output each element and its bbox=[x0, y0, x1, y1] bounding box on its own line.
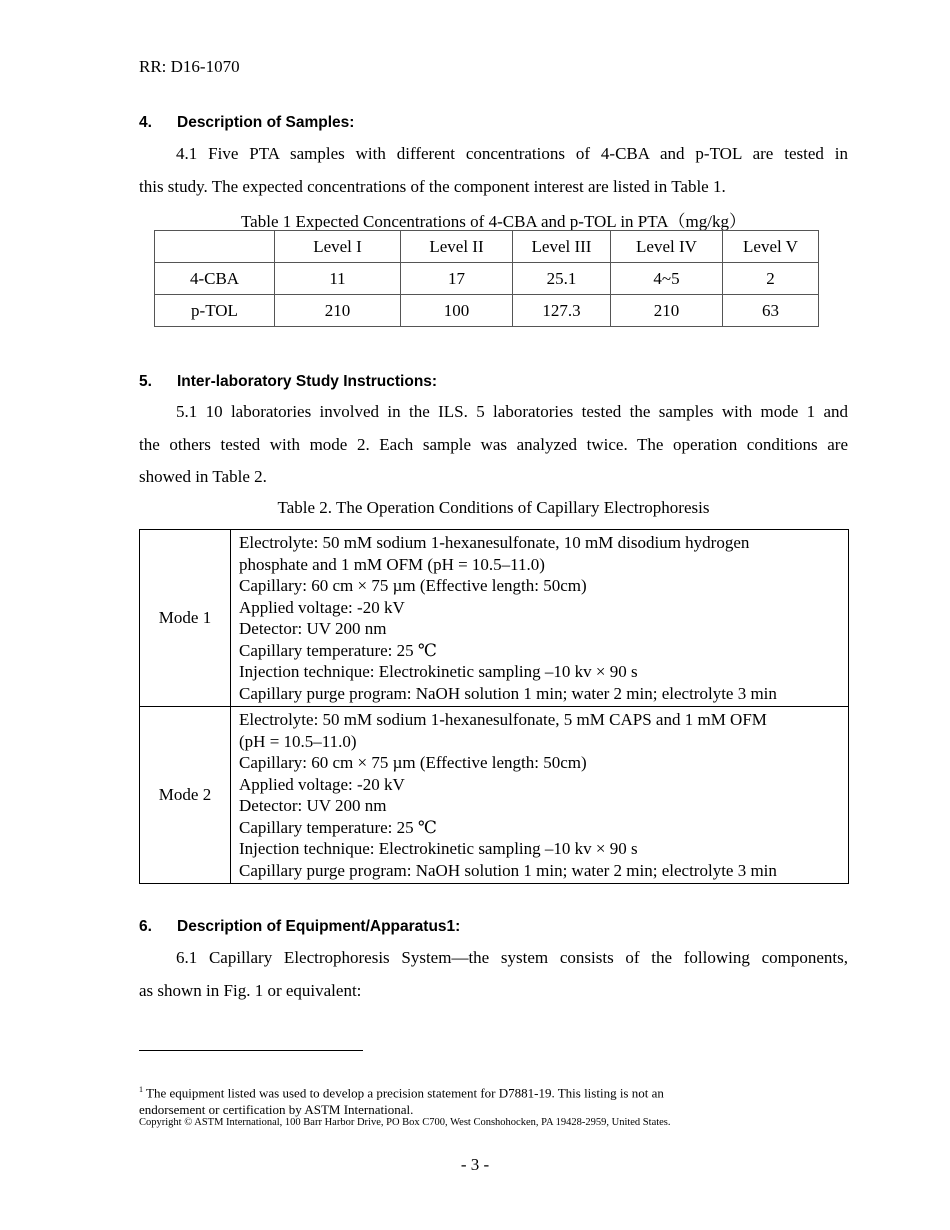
table-row bbox=[155, 295, 819, 327]
condition-line: Detector: UV 200 nm bbox=[239, 619, 387, 638]
table-header-cell: Level I bbox=[275, 231, 401, 263]
table-cell: p-TOL bbox=[155, 295, 275, 327]
footnote-marker: 1 bbox=[139, 1085, 143, 1094]
condition-line: Capillary purge program: NaOH solution 1 min; water 2 min; electrolyte 3 min bbox=[239, 860, 777, 880]
section-6-number: 6. bbox=[139, 918, 152, 935]
section-5-title: Inter-laboratory Study Instructions: bbox=[177, 373, 438, 390]
mode-1-label: Mode 1 bbox=[140, 530, 231, 707]
footnote-line: $^1$ The equipment listed was used to develop a precision statement for D7881-19. This listing is not an bbox=[139, 1085, 664, 1101]
paragraph-line: 5.1 10 laboratories involved in the ILS. 5 laboratories tested the samples with mode 1 and bbox=[176, 402, 848, 421]
table-cell: 210 bbox=[611, 295, 723, 327]
condition-line: Injection technique: Electrokinetic sampling –10 kv × 90 s bbox=[239, 839, 638, 858]
condition-line: Applied voltage: -20 kV bbox=[239, 597, 405, 617]
condition-line: Capillary purge program: NaOH solution 1 min; water 2 min; electrolyte 3 min bbox=[239, 683, 777, 703]
section-4-paragraph bbox=[139, 138, 848, 203]
table-1 bbox=[154, 230, 819, 327]
table-cell: 25.1 bbox=[513, 263, 611, 295]
page-number: - 3 - bbox=[460, 1155, 490, 1174]
table-header-cell: Level II bbox=[401, 231, 513, 263]
mode-2-conditions bbox=[231, 707, 849, 884]
condition-line: (pH = 10.5–11.0) bbox=[239, 731, 357, 751]
table-header-cell bbox=[155, 231, 275, 263]
mode-1-conditions bbox=[231, 530, 849, 707]
table-cell: 11 bbox=[275, 263, 401, 295]
table-cell: 2 bbox=[723, 263, 819, 295]
section-5-number: 5. bbox=[139, 373, 152, 390]
footnote bbox=[139, 1081, 839, 1118]
document-reference: RR: D16-1070 bbox=[139, 57, 240, 76]
condition-line: Capillary temperature: 25 ℃ bbox=[239, 817, 437, 837]
table-cell: 17 bbox=[401, 263, 513, 295]
condition-line: Detector: UV 200 nm bbox=[239, 796, 387, 815]
footnote-line: endorsement or certification by ASTM International. bbox=[139, 1102, 414, 1118]
condition-line: Capillary temperature: 25 ℃ bbox=[239, 640, 437, 660]
table-header-cell: Level V bbox=[723, 231, 819, 263]
condition-line: Electrolyte: 50 mM sodium 1-hexanesulfonate, 10 mM disodium hydrogen bbox=[239, 533, 750, 552]
table-1-caption: Table 1 Expected Concentrations of 4-CBA and p-TOL in PTA（mg/kg） bbox=[240, 212, 746, 231]
table-cell: 127.3 bbox=[513, 295, 611, 327]
table-cell: 4~5 bbox=[611, 263, 723, 295]
paragraph-line: 6.1 Capillary Electrophoresis System—the system consists of the following components, bbox=[176, 948, 848, 967]
table-row bbox=[155, 263, 819, 295]
section-5-paragraph bbox=[139, 396, 848, 494]
paragraph-line: 4.1 Five PTA samples with different concentrations of 4-CBA and p-TOL are tested in bbox=[176, 144, 848, 163]
paragraph-line: as shown in Fig. 1 or equivalent: bbox=[139, 980, 362, 1000]
condition-line: Injection technique: Electrokinetic sampling –10 kv × 90 s bbox=[239, 662, 638, 681]
table-header-cell: Level III bbox=[513, 231, 611, 263]
table-2 bbox=[139, 529, 849, 884]
table-header-cell: Level IV bbox=[611, 231, 723, 263]
condition-line: Capillary: 60 cm × 75 µm (Effective length: 50cm) bbox=[239, 576, 587, 595]
condition-line: Capillary: 60 cm × 75 µm (Effective length: 50cm) bbox=[239, 753, 587, 772]
condition-line: Applied voltage: -20 kV bbox=[239, 774, 405, 794]
paragraph-line: showed in Table 2. bbox=[139, 467, 267, 486]
table-row bbox=[140, 530, 849, 707]
table-cell: 63 bbox=[723, 295, 819, 327]
table-2-caption: Table 2. The Operation Conditions of Capillary Electrophoresis bbox=[277, 498, 710, 517]
section-4-title: Description of Samples: bbox=[177, 114, 355, 131]
table-cell: 4-CBA bbox=[155, 263, 275, 295]
section-6-title: Description of Equipment/Apparatus1: bbox=[177, 918, 461, 935]
table-header-row bbox=[155, 231, 819, 263]
condition-line: Electrolyte: 50 mM sodium 1-hexanesulfonate, 5 mM CAPS and 1 mM OFM bbox=[239, 710, 767, 729]
footnote-separator bbox=[139, 1050, 363, 1051]
section-4-number: 4. bbox=[139, 114, 152, 131]
paragraph-line: the others tested with mode 2. Each sample was analyzed twice. The operation conditions are bbox=[139, 434, 848, 454]
copyright-notice: Copyright © ASTM International, 100 Barr Harbor Drive, PO Box C700, West Conshohocken, PA 19428-2959, United States. bbox=[139, 1117, 671, 1128]
table-cell: 210 bbox=[275, 295, 401, 327]
condition-line: phosphate and 1 mM OFM (pH = 10.5–11.0) bbox=[239, 554, 545, 574]
section-6-paragraph bbox=[139, 942, 848, 1007]
mode-2-label: Mode 2 bbox=[140, 707, 231, 884]
table-cell: 100 bbox=[401, 295, 513, 327]
paragraph-line: this study. The expected concentrations of the component interest are listed in Table 1. bbox=[139, 176, 726, 196]
table-row bbox=[140, 707, 849, 884]
